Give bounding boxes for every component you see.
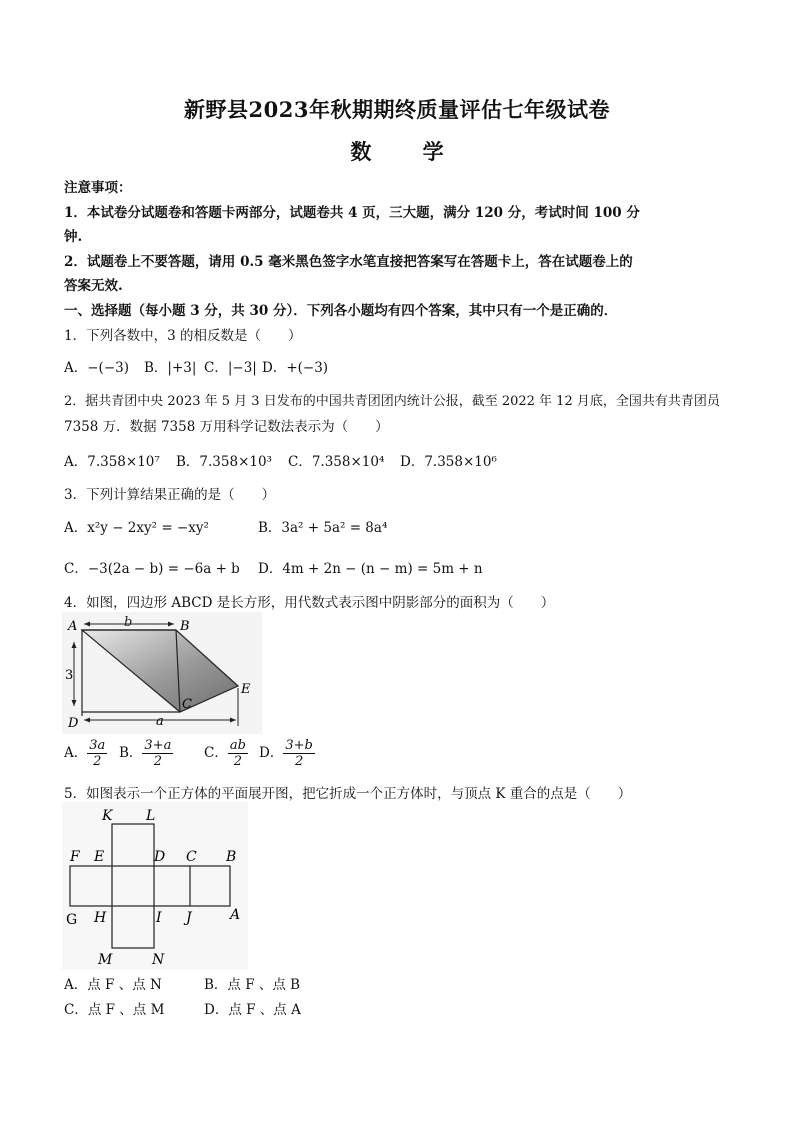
label-c: C [186,849,197,865]
label-f: F [70,849,80,865]
label-h: H [94,910,107,926]
q2-option-b: B．7.358×10³ [176,454,272,470]
label-g: G [66,912,78,928]
label-height-3: 3 [65,668,74,683]
label-e-vertex: E [241,682,251,697]
label-b-length: b [124,615,133,630]
notes-item-2: 2．试题卷上不要答题，请用 0.5 毫米黑色签字水笔直接把答案写在答题卡上，答在试题卷上的 [64,254,633,270]
q5-option-d: D．点 F 、点 A [204,1002,301,1018]
notes-item-2-cont: 答案无效. [64,278,123,294]
label-i: I [156,910,162,926]
q1-option-a: A．−(−3) [64,360,129,376]
q1-option-b: B．|+3| [144,360,197,376]
q4-option-a: A． $\frac{3a}{2}$ [64,738,106,769]
label-a-vertex: A [68,619,78,634]
q3-option-d: D．4m + 2n − (n − m) = 5m + n [258,561,483,577]
q5-option-a: A．点 F 、点 N [64,977,162,993]
label-b-vertex: B [180,619,190,634]
rectangle-figure [62,612,262,734]
label-m: M [98,952,113,968]
q5-option-b: B．点 F 、点 B [204,977,301,993]
cube-net-figure [62,802,248,970]
label-d-vertex: D [68,716,79,731]
q5-option-c: C．点 F 、点 M [64,1002,165,1018]
label-c-vertex: C [182,697,192,712]
label-k: K [102,808,113,824]
q3-option-b: B．3a² + 5a² = 8a⁴ [258,520,388,536]
q4-option-c: C． $\frac{ab}{2}$ [204,738,246,769]
label-d: D [154,849,166,865]
exam-title: 新野县2023年秋期期终质量评估七年级试卷 [184,97,610,122]
label-n: N [152,952,165,968]
q2-option-d: D．7.358×10⁶ [400,454,497,470]
notes-item-1: 1．本试卷分试题卷和答题卡两部分，试题卷共 4 页，三大题，满分 120 分，考试时间 100 分 [64,205,640,221]
q3-option-c: C．−3(2a − b) = −6a + b [64,561,240,577]
label-a: A [230,907,241,923]
label-b: B [226,849,237,865]
question-2-stem: 2．据共青团中央 2023 年 5 月 3 日发布的中国共青团团内统计公报，截至 2022 年 12 月底，全国共有共青团员 [64,394,720,409]
question-3-stem: 3．下列计算结果正确的是（ ） [64,487,276,503]
notes-heading: 注意事项： [64,180,132,196]
question-1-stem: 1．下列各数中，3 的相反数是（ ） [64,328,302,344]
question-4-stem: 4．如图，四边形 ABCD 是长方形，用代数式表示图中阴影部分的面积为（ ） [64,595,555,611]
q4-option-d: D． $\frac{3+b}{2}$ [259,738,313,769]
question-5-stem: 5．如图表示一个正方体的平面展开图，把它折成一个正方体时，与顶点 K 重合的点是（ ） [64,786,632,802]
q1-option-c: C．|−3| [204,360,257,376]
label-j: J [186,910,192,926]
q1-option-d: D．+(−3) [262,360,329,376]
question-2-stem-cont: 7358 万．数据 7358 万用科学记数法表示为（ ） [64,419,389,435]
q2-option-c: C．7.358×10⁴ [288,454,385,470]
q3-option-a: A．x²y − 2xy² = −xy² [64,520,209,536]
label-l: L [146,808,156,824]
label-a-length: a [156,714,164,729]
section-1-heading: 一、选择题（每小题 3 分，共 30 分）．下列各小题均有四个答案，其中只有一个是正确的． [64,303,618,319]
exam-subject: 数 学 [350,139,466,164]
q2-option-a: A．7.358×10⁷ [64,454,160,470]
label-e: E [94,849,105,865]
q4-option-b: B． $\frac{3+a}{2}$ [119,738,172,769]
notes-item-1-cont: 钟. [64,229,83,245]
